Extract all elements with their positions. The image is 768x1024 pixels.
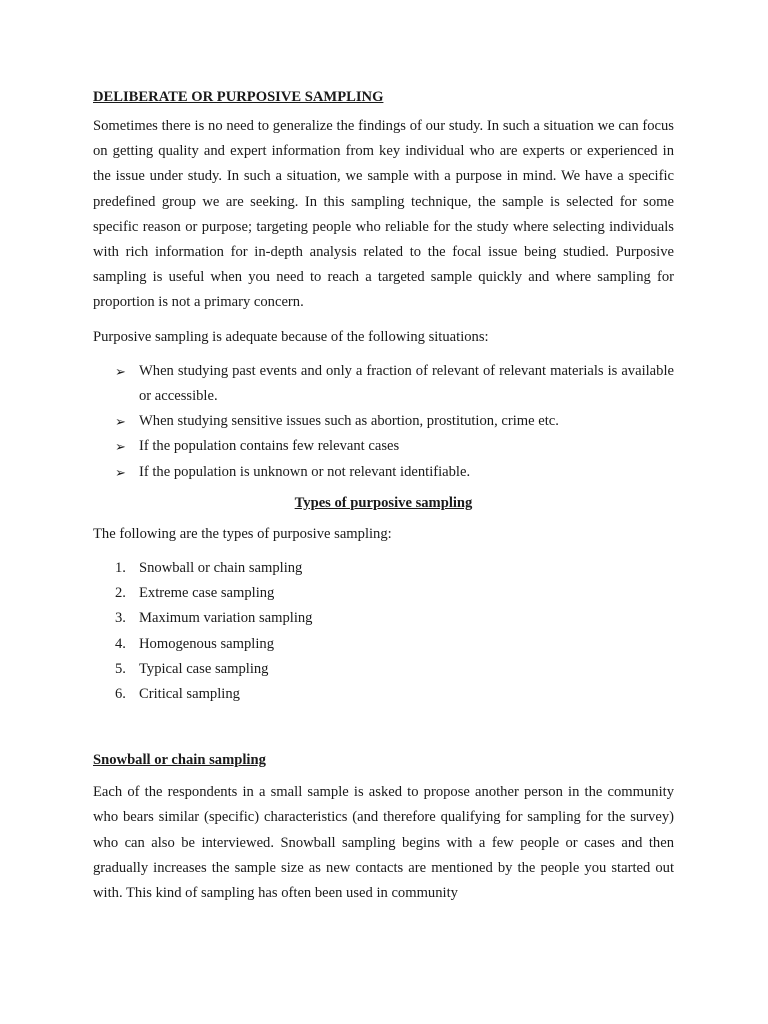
list-number: 4. — [115, 635, 126, 652]
arrow-bullet-icon: ➢ — [115, 464, 126, 480]
snowball-paragraph: Each of the respondents in a small sample is asked to propose another person in the community who bears similar (specific) characteristics (and therefore qualifying for sampling for the survey) who can also be interviewed. Snowball sampling begins with a few people or cases and then gradually increases the sample size as new contacts are mentioned by the people you started out with. This kind of sampling has often been used in community — [93, 784, 674, 902]
intro-paragraph: Sometimes there is no need to generalize the findings of our study. In such a situation we can focus on getting quality and expert information from key individual who are experts or experienced in the issue under study. In such a situation, we sample with a purpose in mind. We have a specific predefined group we are seeking. In this sampling technique, the sample is selected for some specific reason or purpose; targeting people who reliable for the study where selecting individuals with rich information for in-depth analysis related to the focal issue being studied. Purposive sampling is useful when you need to reach a targeted sample quickly and where sampling for proportion is not a primary concern. — [93, 118, 674, 311]
list-item-text: Maximum variation sampling — [139, 610, 313, 627]
list-item-text: If the population contains few relevant cases — [139, 438, 400, 455]
list-item-text: Snowball or chain sampling — [139, 560, 303, 577]
list-item — [93, 657, 674, 682]
types-list — [93, 556, 674, 707]
list-item — [93, 556, 674, 581]
list-item — [93, 606, 674, 631]
list-item-text: If the population is unknown or not relevant identifiable. — [139, 463, 471, 480]
snowball-heading: Snowball or chain sampling — [93, 752, 266, 769]
list-number: 1. — [115, 560, 126, 577]
situations-list — [93, 359, 674, 485]
arrow-bullet-icon: ➢ — [115, 414, 126, 430]
list-item — [93, 359, 674, 409]
situations-intro: Purposive sampling is adequate because of the following situations: — [93, 328, 489, 345]
list-number: 6. — [115, 686, 126, 703]
list-number: 5. — [115, 660, 126, 677]
types-heading: Types of purposive sampling — [294, 494, 473, 511]
section-heading: DELIBERATE OR PURPOSIVE SAMPLING — [93, 89, 384, 105]
arrow-bullet-icon: ➢ — [115, 439, 126, 455]
list-item — [93, 460, 674, 485]
arrow-bullet-icon: ➢ — [115, 363, 126, 379]
list-item — [93, 434, 674, 459]
list-item-text: Extreme case sampling — [139, 585, 275, 602]
list-item — [93, 632, 674, 657]
list-number: 2. — [115, 585, 126, 602]
list-item — [93, 409, 674, 434]
list-item-text: Critical sampling — [139, 686, 240, 703]
list-item — [93, 581, 674, 606]
list-item — [93, 682, 674, 707]
document-body — [93, 88, 674, 915]
list-item-text: When studying sensitive issues such as abortion, prostitution, crime etc. — [139, 413, 559, 430]
list-item-text: When studying past events and only a fraction of relevant of relevant materials is available or accessible. — [139, 362, 674, 405]
list-item-text: Typical case sampling — [139, 660, 269, 677]
list-item-text: Homogenous sampling — [139, 635, 274, 652]
types-intro: The following are the types of purposive sampling: — [93, 525, 392, 542]
list-number: 3. — [115, 610, 126, 627]
